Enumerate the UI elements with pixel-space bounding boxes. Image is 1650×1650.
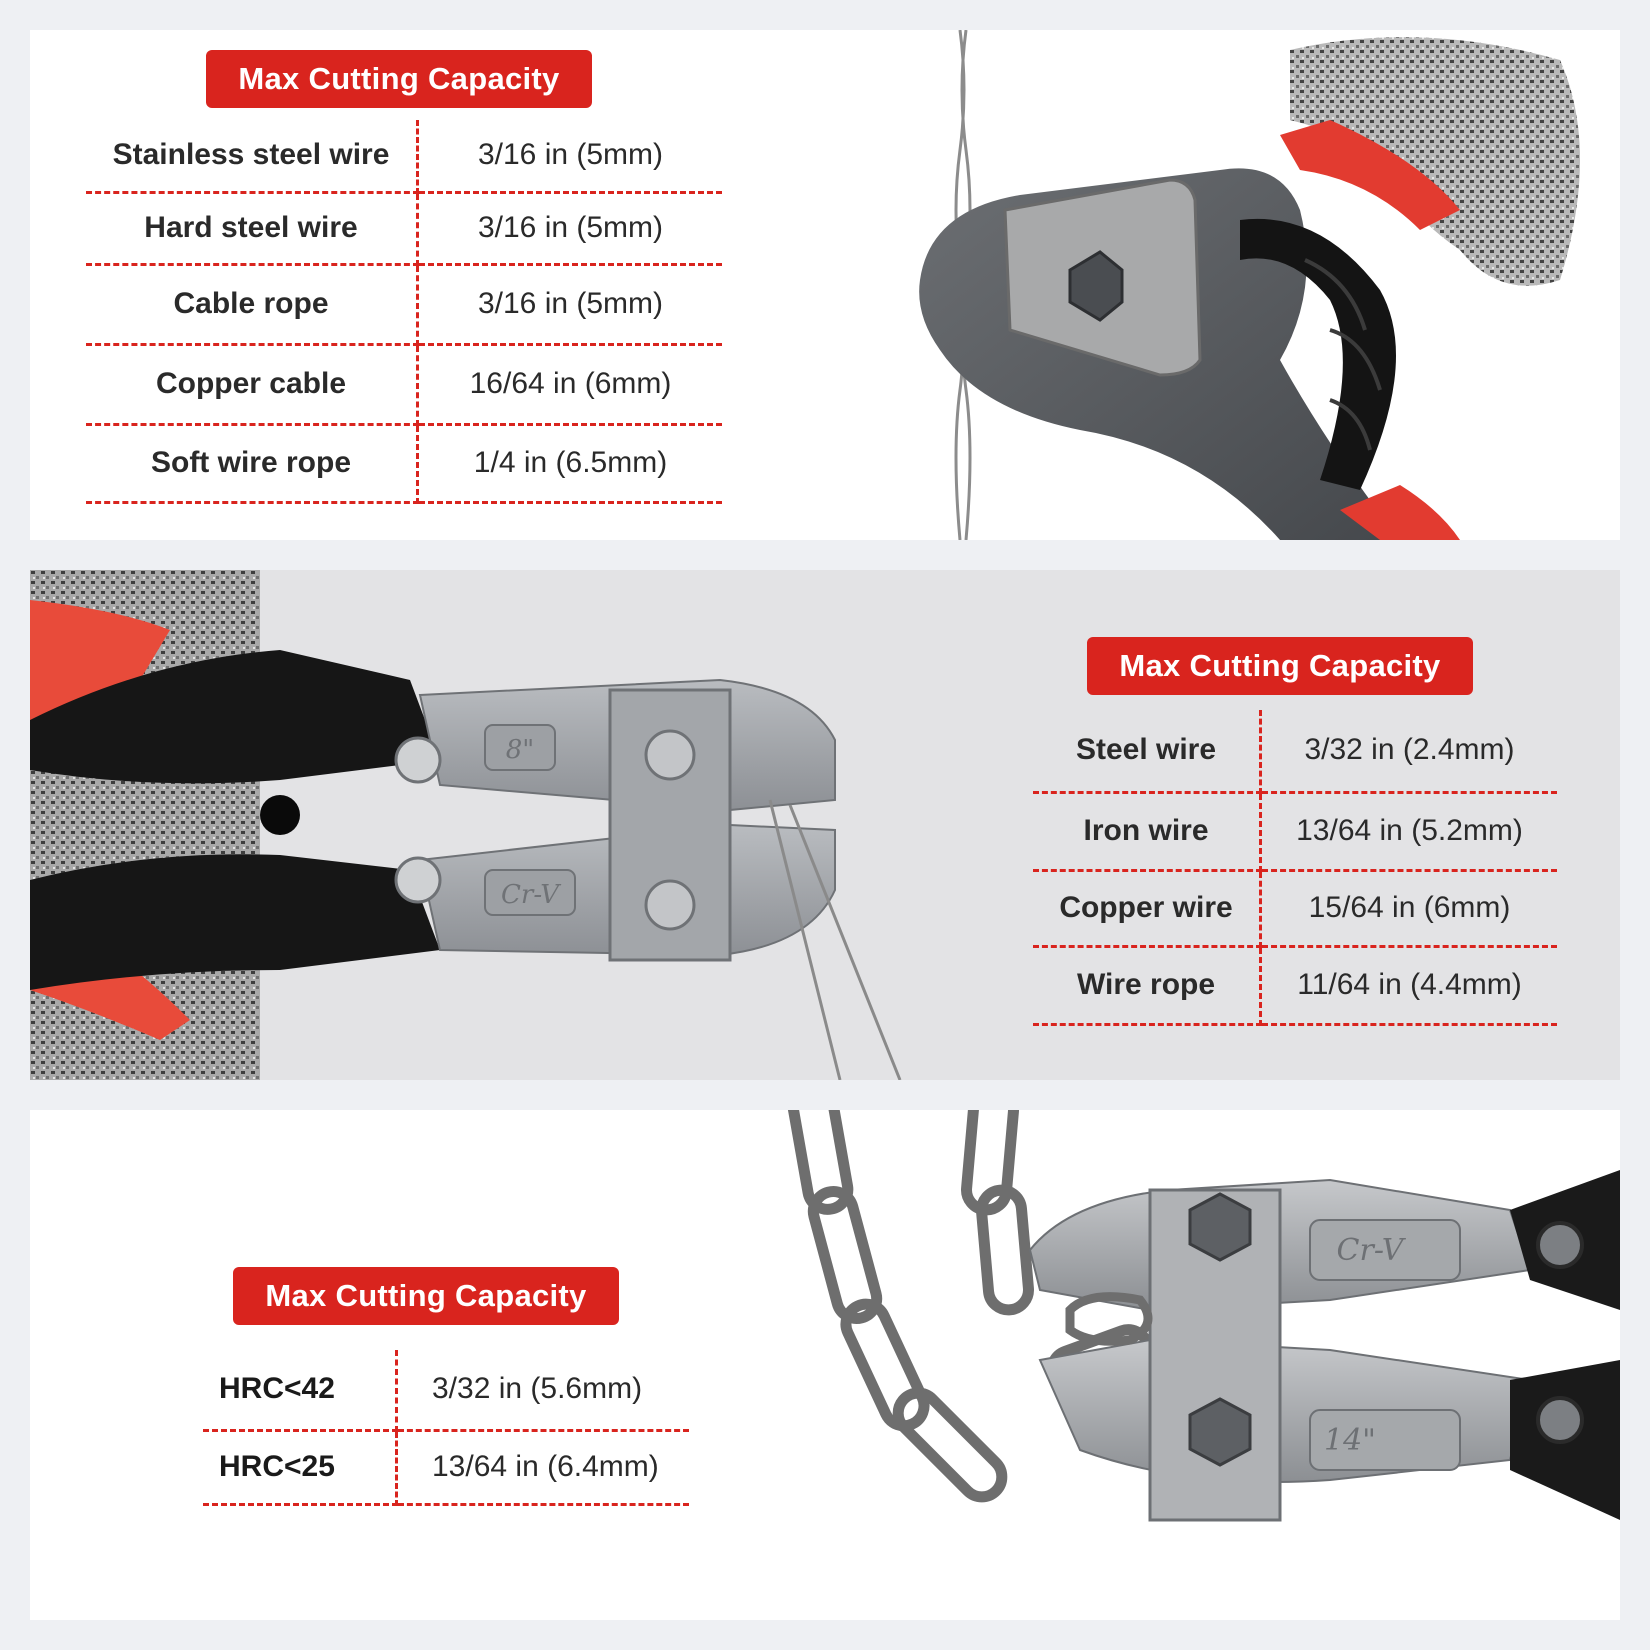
mini-bolt-cutter-photo xyxy=(30,570,930,1080)
material-label: Soft wire rope xyxy=(86,424,418,502)
chain-bolt-cutter-photo xyxy=(770,1110,1620,1620)
table-row xyxy=(1033,946,1557,1024)
hardness-label: HRC<25 xyxy=(203,1430,397,1504)
material-label: Cable rope xyxy=(86,264,418,344)
chain-cutter-panel xyxy=(30,1110,1620,1620)
bolt-cutter-panel xyxy=(30,570,1620,1080)
capacity-value: 11/64 in (4.4mm) xyxy=(1261,946,1558,1024)
material-stamp: Cr-V xyxy=(1336,1233,1404,1268)
table-row xyxy=(86,344,722,424)
table-row xyxy=(86,192,722,264)
material-label: Iron wire xyxy=(1033,792,1261,870)
table-row xyxy=(86,424,722,502)
rivet-icon xyxy=(1538,1223,1582,1267)
capacity-value: 3/32 in (5.6mm) xyxy=(397,1350,690,1430)
capacity-value: 16/64 in (6mm) xyxy=(418,344,723,424)
capacity-value: 3/16 in (5mm) xyxy=(418,264,723,344)
capacity-value: 1/4 in (6.5mm) xyxy=(418,424,723,502)
table-row xyxy=(203,1350,689,1430)
material-label: Stainless steel wire xyxy=(86,120,418,192)
table-row xyxy=(1033,870,1557,946)
pivot-screw-icon xyxy=(260,795,300,835)
capacity-value: 13/64 in (6.4mm) xyxy=(397,1430,690,1504)
material-label: Steel wire xyxy=(1033,710,1261,792)
material-stamp: Cr-V xyxy=(501,880,559,910)
cutting-capacity-table xyxy=(86,120,722,504)
capacity-value: 3/16 in (5mm) xyxy=(418,192,723,264)
cable-cutter-photo xyxy=(860,30,1620,540)
capacity-value: 3/16 in (5mm) xyxy=(418,120,723,192)
hardness-label: HRC<42 xyxy=(203,1350,397,1430)
material-label: Hard steel wire xyxy=(86,192,418,264)
rivet-icon xyxy=(1538,1398,1582,1442)
hex-bolt-icon xyxy=(1190,1194,1250,1260)
material-label: Copper cable xyxy=(86,344,418,424)
hex-bolt-icon xyxy=(1190,1399,1250,1465)
table-row xyxy=(1033,792,1557,870)
cutting-capacity-table xyxy=(1033,710,1557,1026)
capacity-value: 3/32 in (2.4mm) xyxy=(1261,710,1558,792)
cutting-capacity-table xyxy=(203,1350,689,1506)
capacity-value: 13/64 in (5.2mm) xyxy=(1261,792,1558,870)
capacity-value: 15/64 in (6mm) xyxy=(1261,870,1558,946)
max-cutting-capacity-badge: Max Cutting Capacity xyxy=(206,50,592,108)
table-row xyxy=(1033,710,1557,792)
rivet-icon xyxy=(396,738,440,782)
material-label: Wire rope xyxy=(1033,946,1261,1024)
black-arm-bottom xyxy=(30,854,440,990)
rivet-icon xyxy=(396,858,440,902)
size-stamp: 14" xyxy=(1324,1423,1376,1458)
table-row xyxy=(86,264,722,344)
rivet-icon xyxy=(646,731,694,779)
cable-cutter-panel xyxy=(30,30,1620,540)
table-row xyxy=(86,120,722,192)
max-cutting-capacity-badge: Max Cutting Capacity xyxy=(1087,637,1473,695)
size-stamp: 8" xyxy=(505,735,535,765)
material-label: Copper wire xyxy=(1033,870,1261,946)
rivet-icon xyxy=(646,881,694,929)
max-cutting-capacity-badge: Max Cutting Capacity xyxy=(233,1267,619,1325)
table-row xyxy=(203,1430,689,1504)
